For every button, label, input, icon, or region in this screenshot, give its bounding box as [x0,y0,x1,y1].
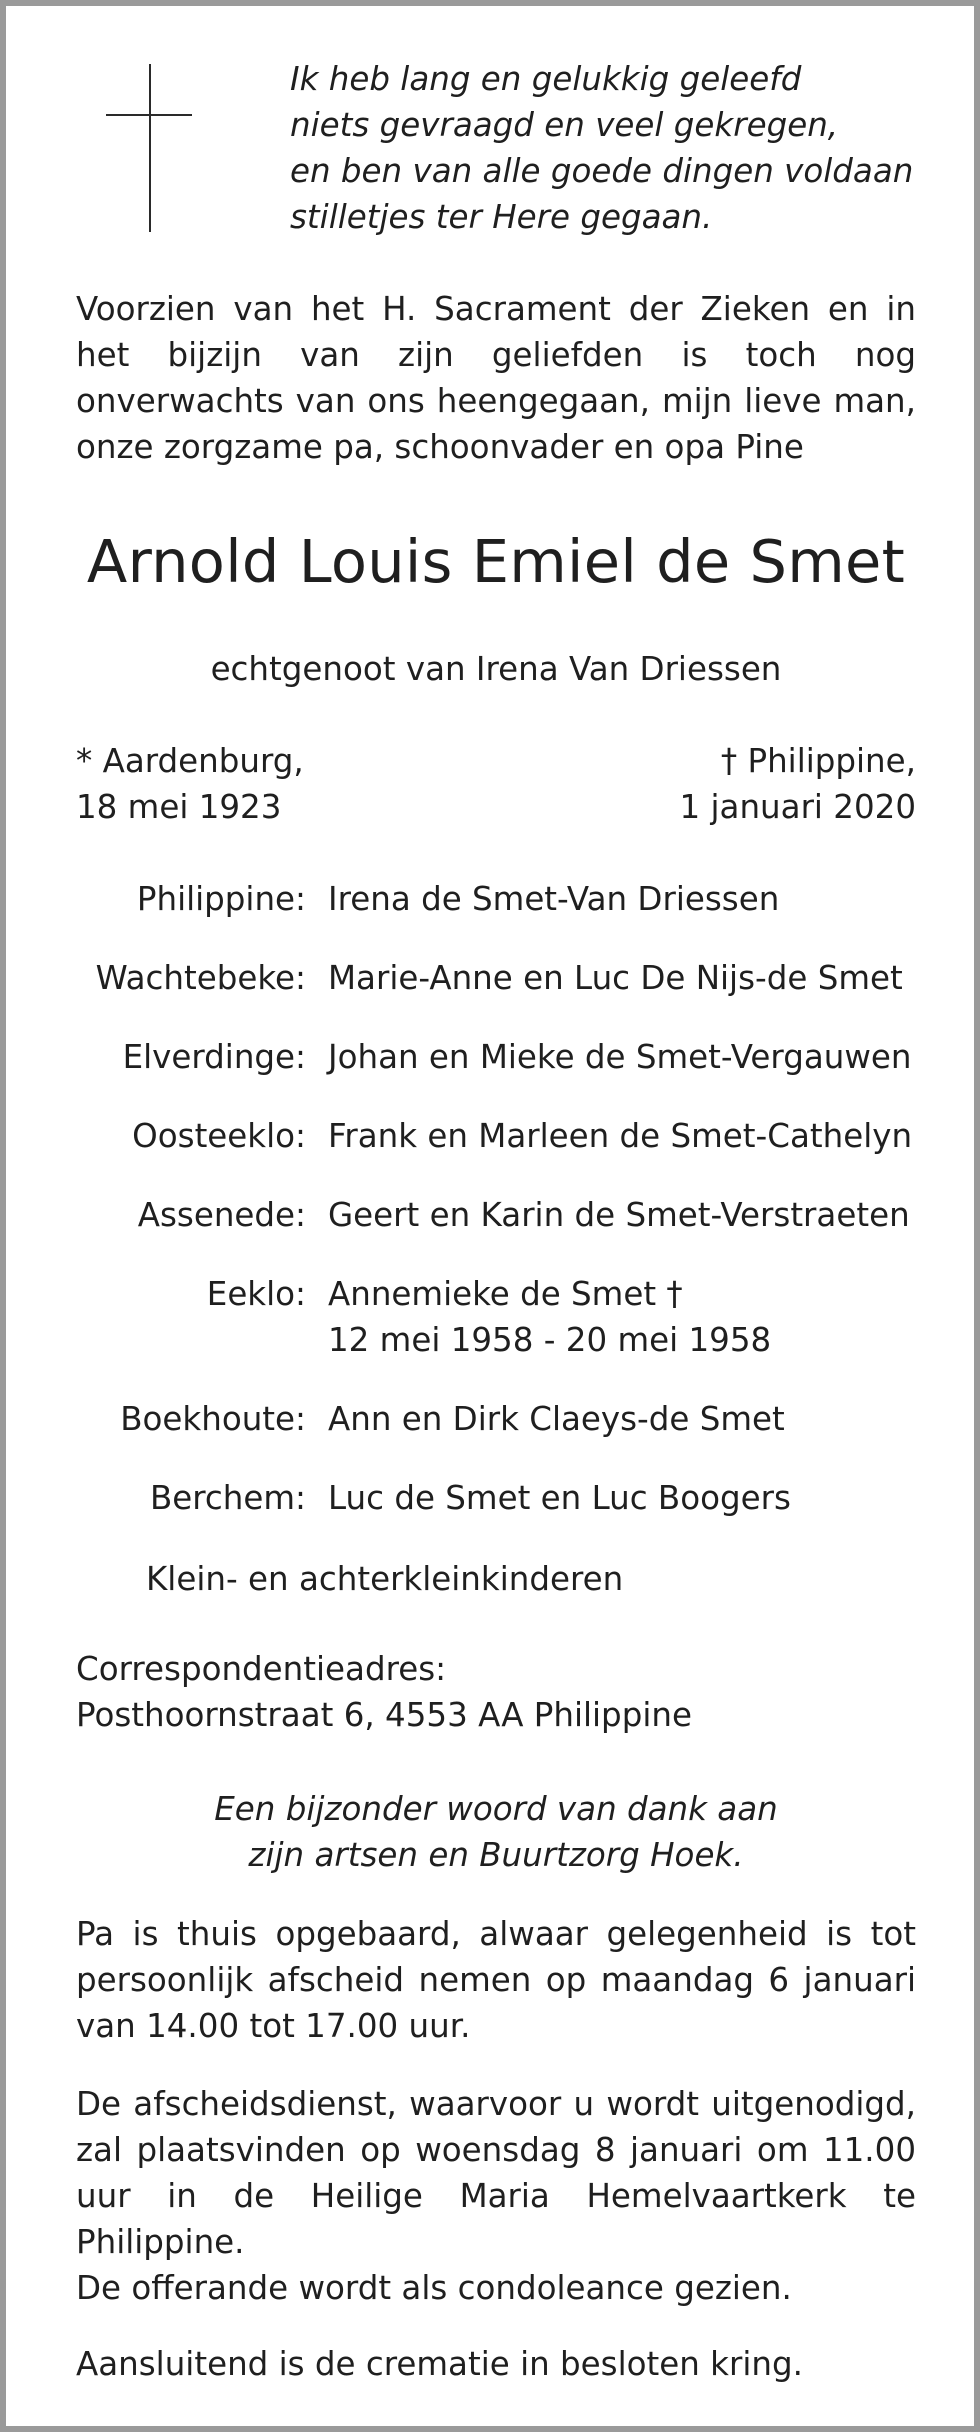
death-date: 1 januari 2020 [679,788,916,826]
family-names: Luc de Smet en Luc Boogers [328,1479,791,1517]
cross-icon [106,64,192,232]
family-row [46,1475,946,1521]
family-place: Assenede: [137,1196,306,1234]
family-place: Philippine: [136,880,306,918]
spouse-line: echtgenoot van Irena Van Driessen [210,650,782,688]
birth-info [76,738,476,830]
family-names: Frank en Marleen de Smet-Cathelyn [328,1117,913,1155]
family-place: Wachtebeke: [95,959,306,997]
family-row [46,876,946,922]
birth-date: 18 mei 1923 [76,788,282,826]
family-names: Annemieke de Smet † 12 mei 1958 - 20 mei 1958 [328,1275,772,1359]
family-place: Boekhoute: [120,1400,306,1438]
family-place: Oosteeklo: [132,1117,306,1155]
offering-text: De offerande wordt als condoleance gezien. [76,2269,792,2307]
family-row [46,1271,946,1363]
thanks-line: Een bijzonder woord van dank aan [214,1790,778,1828]
intro-text: Voorzien van het H. Sacrament der Zieken en in het bijzijn van zijn geliefden is toch nog onverwachts van ons heengegaan, mijn lieve man, onze zorgzame pa, schoonvader en opa Pine [76,290,916,466]
thanks-note [76,1786,916,1878]
deceased-name: Arnold Louis Emiel de Smet [86,527,906,596]
family-names: Irena de Smet-Van Driessen [328,880,780,918]
viewing-paragraph: Pa is thuis opgebaard, alwaar gelegenheid is tot persoonlijk afscheid nemen op maandag 6 januari van 14.00 tot 17.00 uur. [76,1915,916,2045]
service-text: De afscheidsdienst, waarvoor u wordt uitgenodigd, zal plaatsvinden op woensdag 8 januari om 11.00 uur in de Heilige Maria Hemelvaartkerk te Philippine. [76,2085,916,2261]
family-names: Geert en Karin de Smet-Verstraeten [328,1196,910,1234]
family-names: Marie-Anne en Luc De Nijs-de Smet [328,959,903,997]
family-place: Eeklo: [206,1275,306,1313]
death-info [516,738,916,830]
service-paragraph [76,2081,916,2311]
correspondence-block [76,1646,916,1738]
family-row [46,1192,946,1238]
correspondence-address: Posthoornstraat 6, 4553 AA Philippine [76,1696,692,1734]
family-place: Berchem: [149,1479,306,1517]
family-names: Johan en Mieke de Smet-Vergauwen [328,1038,912,1076]
family-place: Elverdinge: [122,1038,306,1076]
family-row [46,955,946,1001]
poem: Ik heb lang en gelukkig geleefd niets gevraagd en veel gekregen, en ben van alle goede dingen voldaan stilletjes ter Here gegaan. [290,60,914,236]
family-names: Ann en Dirk Claeys-de Smet [328,1400,785,1438]
death-place: † Philippine, [720,742,916,780]
family-row [46,1034,946,1080]
correspondence-label: Correspondentieadres: [76,1650,447,1688]
family-row [46,1396,946,1442]
cremation-paragraph: Aansluitend is de crematie in besloten kring. [76,2345,803,2383]
family-row [46,1113,946,1159]
thanks-line: zijn artsen en Buurtzorg Hoek. [248,1836,744,1874]
family-list [46,876,946,1554]
grandchildren-line: Klein- en achterkleinkinderen [146,1560,624,1598]
birth-place: * Aardenburg, [76,742,304,780]
